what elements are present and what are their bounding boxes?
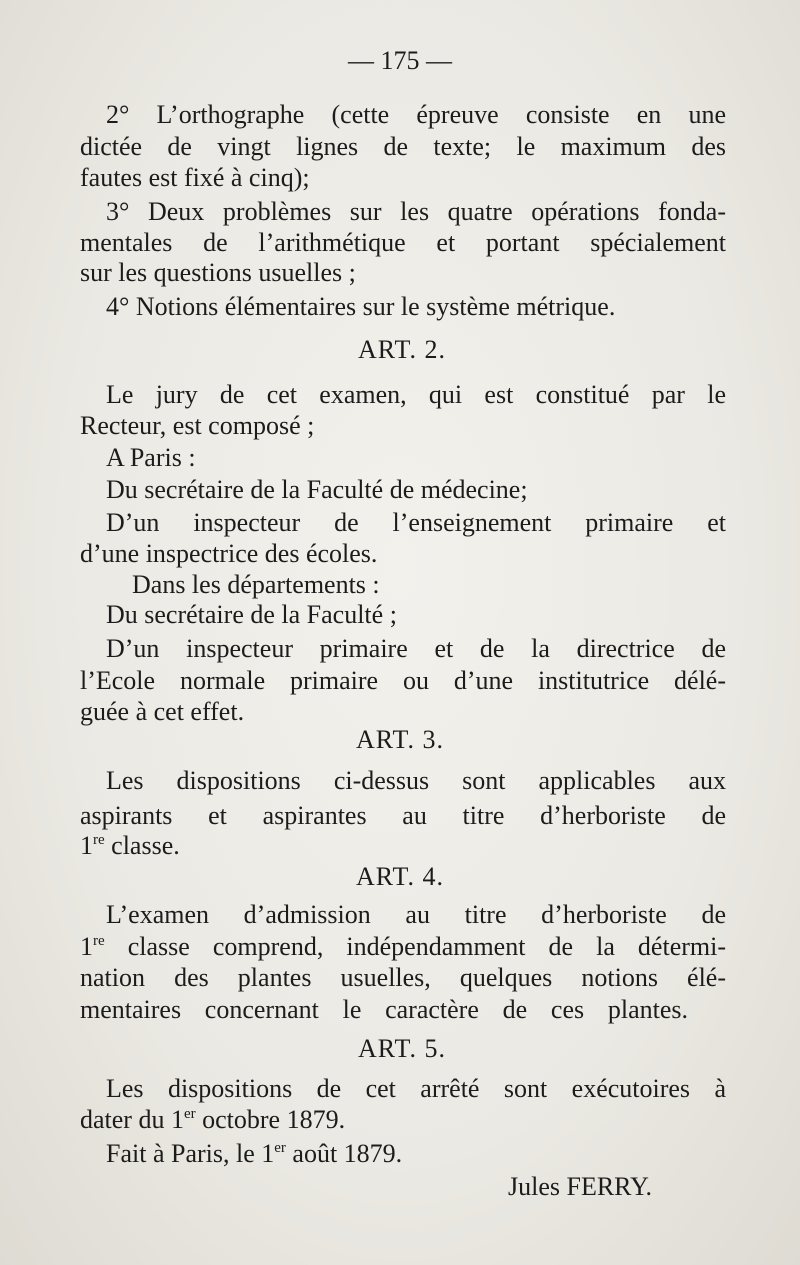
text-line: Les dispositions ci-dessus sont applicables aux	[106, 766, 726, 795]
signature: Jules FERRY.	[508, 1172, 653, 1201]
text-line: d’une inspectrice des écoles.	[80, 539, 378, 568]
text-line: Les dispositions de cet arrêté sont exécutoires à	[106, 1074, 726, 1103]
text-line: Du secrétaire de la Faculté ;	[106, 600, 397, 629]
text-line: Le jury de cet examen, qui est constitué par le	[106, 380, 726, 409]
text-line: 1re classe.	[80, 831, 180, 860]
text-line: guée à cet effet.	[80, 697, 245, 726]
text-line: Dans les départements :	[132, 570, 380, 599]
text-line: fautes est fixé à cinq);	[80, 163, 310, 192]
text-line: l’Ecole normale primaire ou d’une institutrice délé-	[80, 666, 726, 695]
text-line: sur les questions usuelles ;	[80, 258, 356, 287]
text-line: Fait à Paris, le 1er août 1879.	[106, 1139, 403, 1168]
text-line: nation des plantes usuelles, quelques notions élé-	[80, 963, 726, 992]
text-line: 4° Notions élémentaires sur le système métrique.	[106, 292, 616, 321]
text-line: 2° L’orthographe (cette épreuve consiste en une	[106, 100, 726, 129]
text-line: Recteur, est composé ;	[80, 411, 315, 440]
text-line: D’un inspecteur de l’enseignement primaire et	[106, 508, 726, 537]
text-line: mentales de l’arithmétique et portant spécialement	[80, 228, 726, 257]
text-line: dater du 1er octobre 1879.	[80, 1105, 346, 1134]
article-heading: ART. 5.	[358, 1034, 447, 1063]
text-line: mentaires concernant le caractère de ces plantes.	[80, 995, 688, 1024]
text-line: 3° Deux problèmes sur les quatre opérations fonda-	[106, 197, 726, 226]
text-line: Du secrétaire de la Faculté de médecine;	[106, 475, 528, 504]
page-number: — 175 —	[348, 46, 452, 75]
text-line: L’examen d’admission au titre d’herboriste de	[106, 900, 726, 929]
text-line: dictée de vingt lignes de texte; le maximum des	[80, 132, 726, 161]
article-heading: ART. 2.	[358, 335, 447, 364]
text-line: 1re classe comprend, indépendamment de la détermi-	[80, 932, 726, 961]
text-line: aspirants et aspirantes au titre d’herboriste de	[80, 801, 726, 830]
article-heading: ART. 3.	[356, 725, 445, 754]
article-heading: ART. 4.	[356, 862, 445, 891]
text-line: D’un inspecteur primaire et de la directrice de	[106, 634, 726, 663]
text-line: A Paris :	[106, 443, 196, 472]
